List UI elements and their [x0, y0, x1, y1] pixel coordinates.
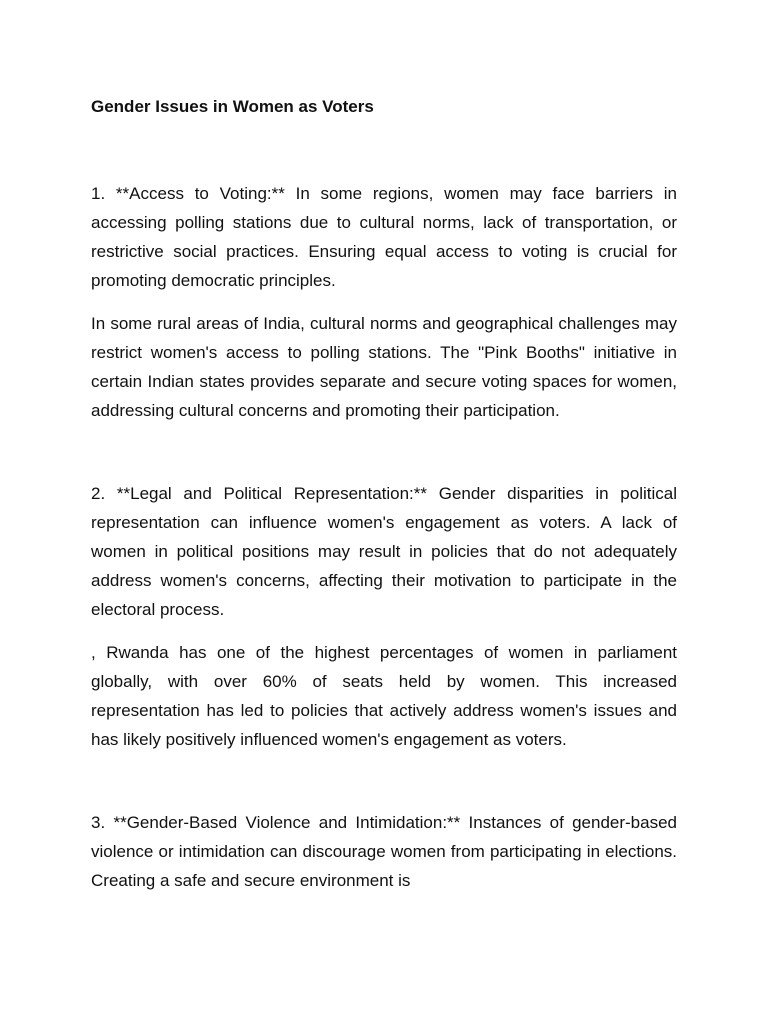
- paragraph-access-to-voting: 1. **Access to Voting:** In some regions, women may face barriers in accessing polling stations due to cultural norms, lack of transportation, or restrictive social practices. Ensuring equal access to voting is crucial for promoting democratic principles.: [91, 184, 677, 290]
- document-title: Gender Issues in Women as Voters: [91, 97, 374, 116]
- paragraph-gender-based-violence: 3. **Gender-Based Violence and Intimidation:** Instances of gender-based violence or intimidation can discourage women from participating in elections. Creating a safe and secure environment is: [91, 813, 677, 890]
- paragraph-rwanda-example: , Rwanda has one of the highest percentages of women in parliament globally, with over 60% of seats held by women. This increased representation has led to policies that actively address women's issues and has likely positively influenced women's engagement as voters.: [91, 643, 677, 749]
- paragraph-india-example: In some rural areas of India, cultural norms and geographical challenges may restrict women's access to polling stations. The "Pink Booths" initiative in certain Indian states provides separate and secure voting spaces for women, addressing cultural concerns and promoting their participation.: [91, 314, 677, 420]
- document-body: [91, 96, 677, 895]
- paragraph-political-representation: 2. **Legal and Political Representation:** Gender disparities in political representation can influence women's engagement as voters. A lack of women in political positions may result in policies that do not adequately address women's concerns, affecting their motivation to participate in the electoral process.: [91, 484, 677, 619]
